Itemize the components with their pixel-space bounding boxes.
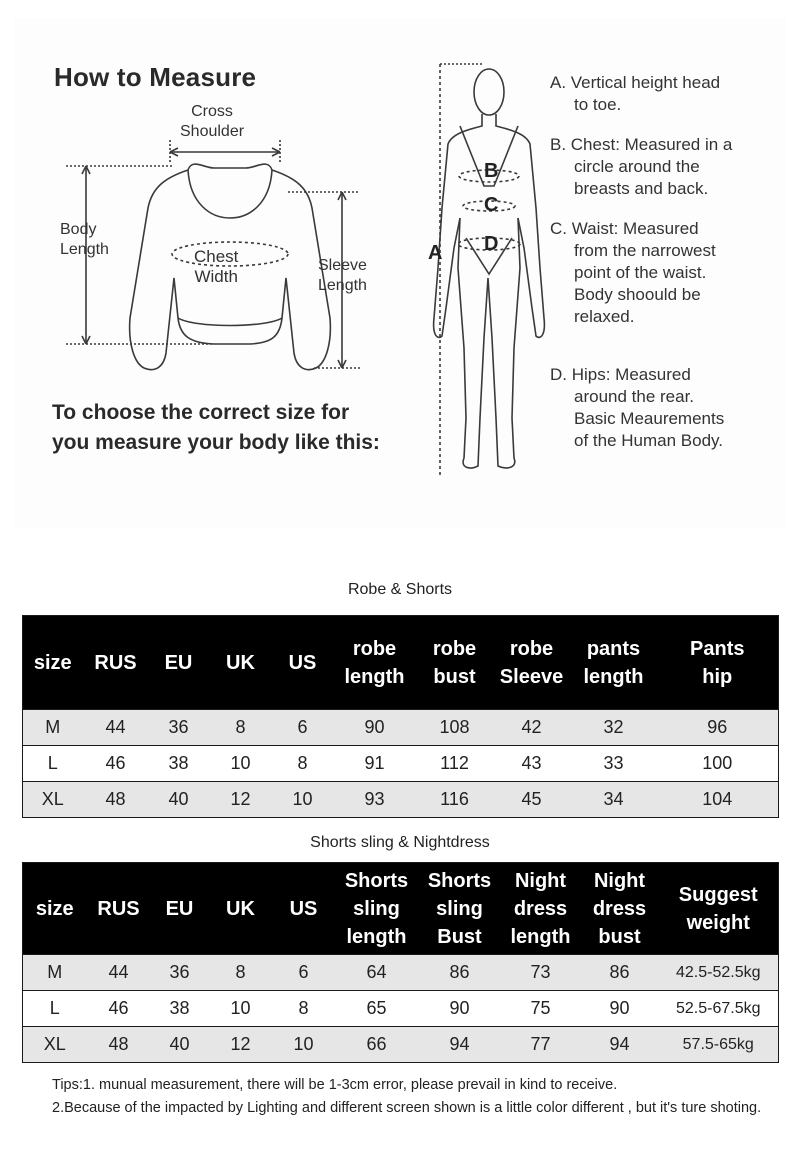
table-cell: 46 [87,991,151,1027]
table-cell: 86 [419,955,501,991]
table2-header-4: US [273,863,335,955]
table-cell: XL [23,782,83,818]
table-cell: 91 [333,746,417,782]
table-cell: 65 [335,991,419,1027]
table2-caption: Shorts sling & Nightdress [310,834,490,851]
table-cell: 8 [209,710,273,746]
table-cell: 10 [273,782,333,818]
table-cell: 38 [149,746,209,782]
table-cell: 100 [657,746,779,782]
table-cell: L [23,746,83,782]
definition-c-line2: from the narrowest [574,241,716,260]
table-cell: 44 [83,710,149,746]
table1-header-6: robe bust [417,616,493,710]
table1-header-5: robe length [333,616,417,710]
definition-d-line2: around the rear. [574,387,695,406]
sleeve-length-line2: Length [318,277,367,294]
table2-header-5: Shorts sling length [335,863,419,955]
table-cell: 48 [87,1027,151,1063]
definition-c-line3: point of the waist. [574,263,707,282]
choose-size-text [52,398,380,458]
table2-header-2: EU [151,863,209,955]
table-cell: 36 [149,710,209,746]
definition-b-line3: breasts and back. [574,179,709,198]
table-cell: 75 [501,991,581,1027]
definition-c-line5: relaxed. [574,307,635,326]
table-row [23,1027,779,1063]
table-cell: M [23,710,83,746]
table-cell: 10 [209,746,273,782]
table-cell: L [23,991,87,1027]
definition-d-line1: D. Hips: Measured [550,365,691,384]
definition-d-line3: Basic Meaurements [574,409,725,428]
table-cell: 40 [151,1027,209,1063]
table1-header-7: robe Sleeve [493,616,571,710]
table-cell: 94 [581,1027,659,1063]
table-cell: 44 [87,955,151,991]
sleeve-length-line1: Sleeve [318,257,367,274]
table-cell: 112 [417,746,493,782]
table-cell: 6 [273,710,333,746]
size-table-robe-shorts [22,615,779,818]
table-cell: 6 [273,955,335,991]
definition-b-line1: B. Chest: Measured in a [550,135,733,154]
how-to-measure-panel [14,18,786,528]
table-cell: 43 [493,746,571,782]
table1-caption: Robe & Shorts [347,581,453,598]
table-cell: 90 [333,710,417,746]
table1-header-row [23,616,779,710]
sleeve-length-label [318,256,367,296]
table-cell: 36 [151,955,209,991]
table1-header-0: size [23,616,83,710]
table2-header-3: UK [209,863,273,955]
figure-letter-b: B [484,160,499,182]
definition-d-line4: of the Human Body. [574,431,723,450]
table-cell: 42.5-52.5kg [659,955,779,991]
definition-a-line1: A. Vertical height head [550,73,721,92]
table1-header-4: US [273,616,333,710]
table-cell: 108 [417,710,493,746]
definition-c-line1: C. Waist: Measured [550,219,699,238]
definition-d [550,364,780,452]
table2-header-6: Shorts sling Bust [419,863,501,955]
table-cell: 8 [273,991,335,1027]
table-cell: 38 [151,991,209,1027]
measurement-definitions [550,72,780,470]
figure-letter-c: C [484,194,499,216]
table2-header-0: size [23,863,87,955]
table1-header-9: Pants hip [657,616,779,710]
table-cell: 48 [83,782,149,818]
table2-header-1: RUS [87,863,151,955]
table-cell: 8 [209,955,273,991]
figure-letter-d: D [484,233,499,255]
body-length-label [60,220,109,260]
chest-width-label [194,247,238,287]
table-cell: 66 [335,1027,419,1063]
choose-size-line2: you measure your body like this: [52,431,380,454]
sweater-neck [188,170,272,218]
definition-c [550,218,780,328]
table-row [23,782,779,818]
table-row [23,746,779,782]
table-cell: 90 [581,991,659,1027]
table-cell: XL [23,1027,87,1063]
body-length-line2: Length [60,241,109,258]
table-cell: 45 [493,782,571,818]
table-cell: 10 [273,1027,335,1063]
table-cell: 94 [419,1027,501,1063]
table1-header-2: EU [149,616,209,710]
chest-width-line1: Chest [194,247,239,266]
table2-header-7: Night dress length [501,863,581,955]
figure-letter-a: A [428,242,443,264]
table-cell: 57.5-65kg [659,1027,779,1063]
table-cell: 32 [571,710,657,746]
table-row [23,955,779,991]
table-cell: M [23,955,87,991]
table-cell: 42 [493,710,571,746]
size-table-shorts-sling-nightdress [22,862,779,1063]
page-title: How to Measure [54,62,257,92]
table-row [23,710,779,746]
definition-c-line4: Body shoould be [574,285,701,304]
table-cell: 34 [571,782,657,818]
sweater-hem [178,318,282,326]
body-length-line1: Body [60,221,97,238]
definition-a-line2: to toe. [574,95,622,114]
table-cell: 12 [209,1027,273,1063]
table-cell: 104 [657,782,779,818]
table-cell: 64 [335,955,419,991]
choose-size-line1: To choose the correct size for [52,401,350,424]
table-cell: 52.5-67.5kg [659,991,779,1027]
table2-header-row [23,863,779,955]
table1-header-8: pants length [571,616,657,710]
chest-width-line2: Width [194,267,238,286]
table1-header-3: UK [209,616,273,710]
table2-header-8: Night dress bust [581,863,659,955]
table1-header-1: RUS [83,616,149,710]
table2-header-9: Suggest weight [659,863,779,955]
table-cell: 96 [657,710,779,746]
cross-shoulder-line1: Cross [191,103,233,120]
table-cell: 10 [209,991,273,1027]
tip-1: Tips:1. munual measurement, there will be 1-3cm error, please prevail in kind to receive. [52,1077,618,1093]
table-cell: 8 [273,746,333,782]
tips-text [52,1074,782,1120]
definition-a [550,72,780,116]
table-cell: 73 [501,955,581,991]
table-cell: 33 [571,746,657,782]
cross-shoulder-line2: Shoulder [180,123,245,140]
table-cell: 90 [419,991,501,1027]
table-cell: 12 [209,782,273,818]
table-cell: 116 [417,782,493,818]
tip-2: 2.Because of the impacted by Lighting and different screen shown is a little color different , but it's ture shoting. [52,1100,762,1116]
table-cell: 93 [333,782,417,818]
table-cell: 86 [581,955,659,991]
definition-b-line2: circle around the [574,157,700,176]
table-row [23,991,779,1027]
definition-b [550,134,780,200]
cross-shoulder-label [180,102,244,142]
table-cell: 46 [83,746,149,782]
body-figure [434,64,545,478]
table-cell: 40 [149,782,209,818]
table-cell: 77 [501,1027,581,1063]
